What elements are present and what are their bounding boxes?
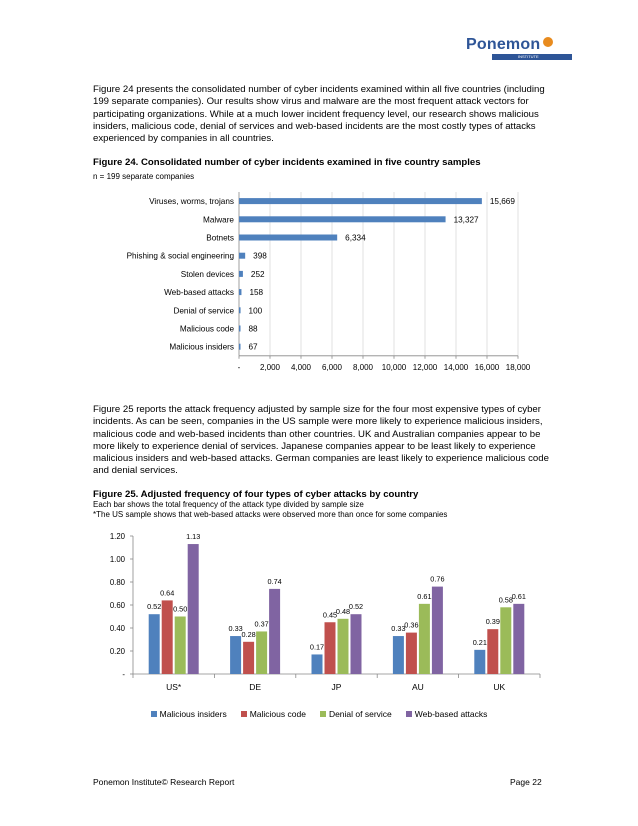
legend-swatch — [406, 711, 412, 717]
figure25-note1: Each bar shows the total frequency of the attack type divided by sample size — [93, 500, 364, 509]
x-tick-label: 14,000 — [443, 362, 469, 372]
bar — [239, 326, 241, 332]
category-label: Denial of service — [173, 306, 234, 316]
logo-subtext: INSTITUTE — [518, 54, 539, 59]
x-tick-label: 2,000 — [259, 362, 281, 372]
legend-item — [241, 709, 306, 719]
x-tick-label: 16,000 — [474, 362, 500, 372]
category-label: Botnets — [206, 233, 234, 243]
category-label: Web-based attacks — [164, 288, 234, 298]
legend-swatch — [241, 711, 247, 717]
category-label: Malicious insiders — [169, 342, 234, 352]
figure25-title: Figure 25. Adjusted frequency of four types of cyber attacks by country — [93, 489, 419, 500]
data-label: 0.74 — [267, 576, 282, 586]
data-label: 0.36 — [404, 620, 419, 630]
x-tick-label: 4,000 — [290, 362, 312, 372]
data-label: 100 — [248, 306, 263, 316]
category-label: Malware — [203, 215, 234, 225]
bar — [239, 344, 241, 350]
data-label: 0.58 — [498, 595, 513, 605]
category-label: Phishing & social engineering — [126, 251, 234, 261]
bar — [419, 604, 430, 674]
figure24-title: Figure 24. Consolidated number of cyber incidents examined in five country samples — [93, 157, 481, 168]
bar — [513, 604, 524, 674]
data-label: 0.17 — [309, 642, 325, 652]
bar — [325, 622, 336, 674]
bar — [239, 235, 337, 241]
x-tick-label: - — [237, 362, 241, 372]
legend-label: Denial of service — [328, 709, 392, 719]
bar — [393, 636, 404, 674]
logo-text: Ponemon — [466, 36, 541, 53]
legend-item — [151, 709, 227, 719]
data-label: 252 — [250, 269, 265, 279]
data-label: 0.37 — [254, 619, 269, 629]
data-label: 13,327 — [453, 215, 479, 225]
data-label: 0.52 — [348, 602, 364, 612]
data-label: 0.48 — [335, 606, 351, 616]
y-tick-label: - — [122, 670, 125, 679]
intro-paragraph: Figure 24 presents the consolidated number of cyber incidents examined within all five countries (including 199 separate companies). Our results show virus and malware are the most frequent attack vectors for participating organizations. While at a much lower incident frequency level, our research shows malicious insiders, malicious code, denial of services and web-based incidents are the most costly types of attacks experienced by companies in all countries. — [93, 84, 545, 145]
bar — [487, 629, 498, 674]
bar — [175, 617, 186, 675]
figure25-paragraph: Figure 25 reports the attack frequency adjusted by sample size for the four most expensive types of cyber incidents. As can be seen, companies in the US sample were more likely to experience malicious insiders, malicious code and web-based incidents than other countries. UK and Australian companies appear to be more likely to experience denial of services. Japanese companies appear to be least likely to experience malicious insiders and web-based attacks. German companies are least likely to experience malicious code and denial services. — [93, 404, 549, 477]
bar — [269, 589, 280, 674]
category-label: Viruses, worms, trojans — [149, 197, 234, 207]
figure24-chart — [93, 186, 553, 384]
legend-item — [320, 709, 392, 719]
figure24-note: n = 199 separate companies — [93, 172, 195, 181]
bar — [239, 198, 482, 204]
data-label: 0.52 — [147, 602, 162, 612]
data-label: 0.21 — [472, 637, 487, 647]
footer-report-name: Ponemon Institute© Research Report — [93, 777, 235, 787]
data-label: 0.33 — [228, 624, 243, 634]
figure25-note2: *The US sample shows that web-based attacks were observed more than once for some companies — [93, 510, 448, 519]
y-tick-label: 0.20 — [109, 647, 125, 656]
y-tick-label: 1.00 — [109, 555, 125, 564]
legend-label: Malicious insiders — [159, 709, 227, 719]
x-tick-label: 6,000 — [321, 362, 343, 372]
bar — [474, 650, 485, 674]
data-label: 0.61 — [417, 591, 432, 601]
bar — [406, 633, 417, 674]
legend-label: Malicious code — [249, 709, 306, 719]
bar — [243, 642, 254, 674]
bar — [230, 636, 241, 674]
figure25-legend — [0, 709, 638, 719]
bar — [500, 607, 511, 674]
legend-swatch — [151, 711, 157, 717]
bar — [162, 600, 173, 674]
bar — [239, 216, 446, 222]
footer-page-number: Page 22 — [510, 777, 542, 787]
data-label: 0.45 — [322, 610, 338, 620]
bar — [239, 271, 243, 277]
y-tick-label: 0.80 — [109, 578, 125, 587]
data-label: 158 — [249, 288, 264, 298]
data-label: 0.33 — [391, 624, 406, 634]
legend-label: Web-based attacks — [414, 709, 488, 719]
figure25-chart — [93, 524, 553, 700]
bar — [188, 544, 199, 674]
y-tick-label: 1.20 — [109, 532, 125, 541]
data-label: 1.13 — [186, 532, 201, 542]
bar — [239, 253, 245, 259]
data-label: 398 — [253, 251, 267, 261]
data-label: 0.64 — [160, 588, 175, 598]
x-tick-label: 8,000 — [352, 362, 374, 372]
x-tick-label: 18,000 — [505, 362, 531, 372]
bar — [256, 631, 267, 674]
bar — [432, 587, 443, 674]
bar — [338, 619, 349, 674]
category-label: US* — [166, 682, 182, 692]
category-label: Stolen devices — [180, 269, 234, 279]
x-tick-label: 12,000 — [412, 362, 438, 372]
data-label: 67 — [248, 342, 258, 352]
bar — [239, 289, 241, 295]
bar — [149, 614, 160, 674]
category-label: JP — [331, 682, 342, 692]
logo-dot-icon — [543, 37, 553, 47]
bar — [351, 614, 362, 674]
data-label: 0.39 — [485, 617, 500, 627]
legend-item — [406, 709, 488, 719]
data-label: 0.50 — [173, 604, 188, 614]
category-label: Malicious code — [179, 324, 234, 334]
category-label: UK — [493, 682, 506, 692]
category-label: AU — [411, 682, 424, 692]
data-label: 0.76 — [430, 574, 445, 584]
data-label: 6,334 — [345, 233, 366, 243]
data-label: 15,669 — [489, 197, 515, 207]
data-label: 0.61 — [511, 591, 526, 601]
x-tick-label: 10,000 — [381, 362, 407, 372]
y-tick-label: 0.60 — [109, 601, 125, 610]
y-tick-label: 0.40 — [109, 624, 125, 633]
ponemon-logo — [458, 34, 584, 64]
legend-swatch — [320, 711, 326, 717]
bar — [239, 307, 241, 313]
category-label: DE — [249, 682, 262, 692]
bar — [312, 654, 323, 674]
data-label: 88 — [248, 324, 258, 334]
data-label: 0.28 — [241, 629, 256, 639]
